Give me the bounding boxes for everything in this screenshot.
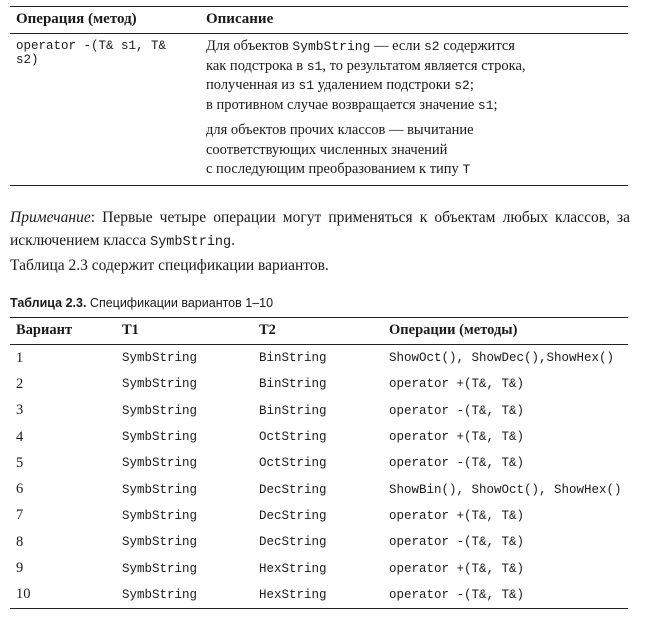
type-t2: BinString — [259, 351, 327, 366]
type-t1: SymbString — [122, 535, 198, 550]
caption-label: Таблица 2.3. — [10, 296, 87, 310]
header-variant: Вариант — [10, 318, 116, 345]
table-row — [10, 529, 628, 555]
type-t2: BinString — [259, 403, 327, 418]
table-row — [10, 398, 628, 424]
header-t2: T2 — [253, 318, 383, 345]
table-row — [10, 371, 628, 397]
variant-number: 9 — [16, 560, 24, 577]
type-t1: SymbString — [122, 430, 198, 445]
table-row — [10, 555, 628, 581]
header-operation: Операция (метод) — [10, 7, 200, 34]
type-t1: SymbString — [122, 561, 198, 576]
operations: operator -(T&, T&) — [389, 456, 525, 471]
operations: ShowBin(), ShowOct(), ShowHex() — [389, 482, 622, 497]
operations: operator +(T&, T&) — [389, 377, 525, 392]
header-operations: Операции (методы) — [383, 318, 628, 345]
type-t1: SymbString — [116, 582, 253, 609]
class-name: SymbString — [150, 235, 232, 250]
type-t1: SymbString — [122, 377, 198, 392]
type-t2: DecString — [259, 482, 327, 497]
operations: operator -(T&, T&) — [383, 582, 628, 609]
operator-signature: operator -(T& s1, T& s2) — [10, 34, 200, 186]
operations: operator -(T&, T&) — [389, 535, 525, 550]
variant-number: 7 — [16, 507, 24, 524]
note-label: Примечание — [10, 209, 91, 226]
header-t1: T1 — [116, 318, 253, 345]
variant-number: 6 — [16, 481, 24, 498]
note-paragraph: Примечание: Первые четыре операции могут применяться к объектам любых классов, за исключением класса SymbString. Таблица 2.3 содержит спецификации вариантов. — [10, 209, 630, 274]
table-row — [10, 450, 628, 476]
type-t2: BinString — [259, 377, 327, 392]
type-t1: SymbString — [122, 482, 198, 497]
type-t1: SymbString — [122, 508, 198, 523]
type-t2: OctString — [259, 430, 327, 445]
operations-table — [10, 6, 628, 186]
operations: operator +(T&, T&) — [389, 561, 525, 576]
variant-number: 3 — [16, 402, 24, 419]
table-row — [10, 345, 628, 372]
type-t2: DecString — [259, 535, 327, 550]
type-t1: SymbString — [122, 403, 198, 418]
type-t1: SymbString — [122, 456, 198, 471]
table-row — [10, 503, 628, 529]
variants-table — [10, 317, 628, 609]
header-description: Описание — [200, 7, 628, 34]
description-paragraph-2: для объектов прочих классов — вычитание соответствующих численных значений с последующим преобразованием к типу T — [206, 122, 474, 177]
variant-number: 1 — [16, 349, 24, 366]
caption-text: Спецификации вариантов 1–10 — [86, 296, 274, 310]
type-t2: OctString — [259, 456, 327, 471]
operations: operator +(T&, T&) — [389, 430, 525, 445]
table-row — [10, 34, 628, 186]
type-t2: HexString — [253, 582, 383, 609]
description-paragraph-1: Для объектов SymbString — если s2 содержится как подстрока в s1, то результатом является строка, полученная из s1 удалением подстроки s2; в противном случае возвращается значение s1; — [206, 38, 526, 113]
variant-number: 8 — [16, 533, 24, 550]
variant-number: 4 — [16, 428, 24, 445]
variant-number: 5 — [16, 454, 24, 471]
type-t2: DecString — [259, 508, 327, 523]
type-t2: HexString — [259, 561, 327, 576]
operations: ShowOct(), ShowDec(),ShowHex() — [389, 351, 615, 366]
variant-number: 10 — [10, 582, 116, 609]
table-row — [10, 476, 628, 502]
operations: operator +(T&, T&) — [389, 508, 525, 523]
operator-description — [200, 34, 628, 186]
table-row — [10, 424, 628, 450]
note-line-2: Таблица 2.3 содержит спецификации вариантов. — [10, 257, 329, 274]
variant-number: 2 — [16, 375, 24, 392]
type-t1: SymbString — [122, 351, 198, 366]
table-caption — [10, 296, 273, 310]
variants-body — [10, 345, 628, 609]
operations: operator -(T&, T&) — [389, 403, 525, 418]
table-row — [10, 582, 628, 609]
